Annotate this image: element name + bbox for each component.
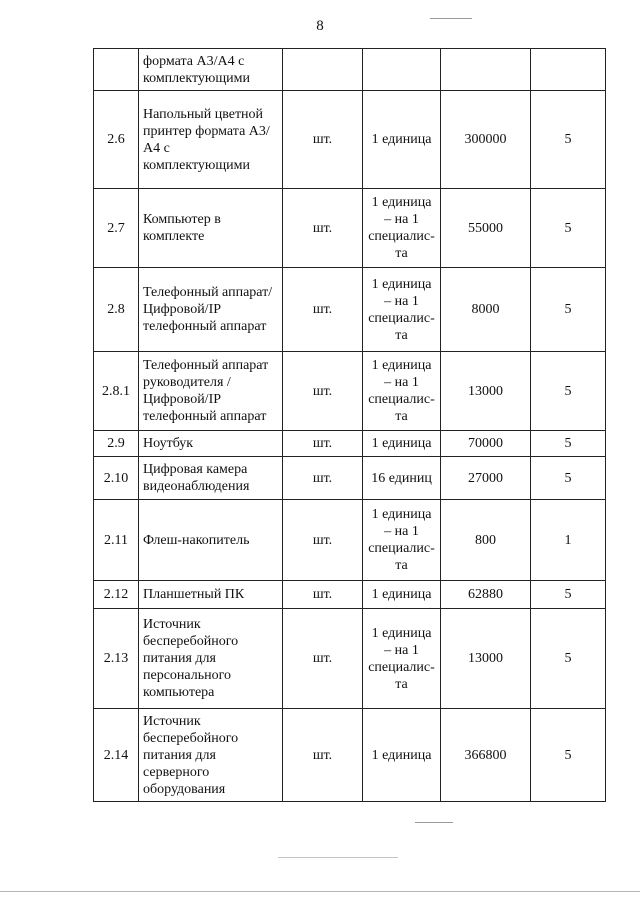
row-number: 2.7 [94, 189, 139, 268]
item-quantity: 1 единица – на 1 специалис-та [363, 609, 441, 709]
table-row [94, 189, 606, 268]
item-price: 366800 [441, 709, 531, 802]
item-quantity: 1 единица – на 1 специалис-та [363, 500, 441, 581]
item-unit: шт. [283, 352, 363, 431]
page-number: 8 [316, 18, 324, 34]
item-term: 5 [531, 91, 606, 189]
item-unit: шт. [283, 189, 363, 268]
item-term: 5 [531, 431, 606, 457]
item-unit: шт. [283, 609, 363, 709]
row-number: 2.13 [94, 609, 139, 709]
item-price [441, 49, 531, 91]
item-quantity: 1 единица [363, 709, 441, 802]
item-price: 27000 [441, 457, 531, 500]
item-name: Компьютер в комплекте [139, 189, 283, 268]
item-unit: шт. [283, 581, 363, 609]
item-quantity: 16 единиц [363, 457, 441, 500]
item-term: 1 [531, 500, 606, 581]
item-unit: шт. [283, 500, 363, 581]
item-quantity: 1 единица – на 1 специалис-та [363, 189, 441, 268]
item-name: Телефонный аппарат/Цифровой/IP телефонный аппарат [139, 268, 283, 352]
item-price: 70000 [441, 431, 531, 457]
item-quantity: 1 единица [363, 431, 441, 457]
item-price: 300000 [441, 91, 531, 189]
row-number: 2.8.1 [94, 352, 139, 431]
row-number: 2.8 [94, 268, 139, 352]
equipment-table [93, 48, 606, 802]
item-name: Флеш-накопитель [139, 500, 283, 581]
table-row [94, 500, 606, 581]
item-name: формата А3/А4 с комплектующими [139, 49, 283, 91]
scan-artifact [0, 891, 640, 892]
table-row [94, 709, 606, 802]
item-term: 5 [531, 581, 606, 609]
item-price: 13000 [441, 609, 531, 709]
row-number: 2.10 [94, 457, 139, 500]
table-row [94, 431, 606, 457]
item-unit: шт. [283, 709, 363, 802]
table-row [94, 609, 606, 709]
item-unit: шт. [283, 268, 363, 352]
table-row [94, 91, 606, 189]
table-row [94, 352, 606, 431]
row-number [94, 49, 139, 91]
item-price: 13000 [441, 352, 531, 431]
row-number: 2.9 [94, 431, 139, 457]
item-term: 5 [531, 189, 606, 268]
item-term: 5 [531, 457, 606, 500]
row-number: 2.11 [94, 500, 139, 581]
table-row [94, 457, 606, 500]
item-quantity: 1 единица – на 1 специалис-та [363, 268, 441, 352]
item-term: 5 [531, 268, 606, 352]
item-quantity [363, 49, 441, 91]
item-name: Ноутбук [139, 431, 283, 457]
item-name: Источник бесперебойного питания для серверного оборудования [139, 709, 283, 802]
item-price: 800 [441, 500, 531, 581]
row-number: 2.14 [94, 709, 139, 802]
row-number: 2.12 [94, 581, 139, 609]
scan-artifact [278, 857, 398, 858]
item-unit [283, 49, 363, 91]
item-unit: шт. [283, 457, 363, 500]
item-unit: шт. [283, 431, 363, 457]
table-row [94, 49, 606, 91]
item-quantity: 1 единица – на 1 специалис-та [363, 352, 441, 431]
item-price: 55000 [441, 189, 531, 268]
item-quantity: 1 единица [363, 91, 441, 189]
item-term [531, 49, 606, 91]
item-name: Напольный цветной принтер формата А3/А4 с комплектующими [139, 91, 283, 189]
item-price: 62880 [441, 581, 531, 609]
item-unit: шт. [283, 91, 363, 189]
item-term: 5 [531, 609, 606, 709]
table-row [94, 268, 606, 352]
item-name: Цифровая камера видеонаблюдения [139, 457, 283, 500]
item-quantity: 1 единица [363, 581, 441, 609]
item-name: Планшетный ПК [139, 581, 283, 609]
item-term: 5 [531, 352, 606, 431]
row-number: 2.6 [94, 91, 139, 189]
scan-artifact [415, 822, 453, 823]
scan-artifact [430, 18, 472, 19]
table-row [94, 581, 606, 609]
item-name: Телефонный аппарат руководителя /Цифровой/IP телефонный аппарат [139, 352, 283, 431]
item-term: 5 [531, 709, 606, 802]
item-price: 8000 [441, 268, 531, 352]
item-name: Источник бесперебойного питания для персонального компьютера [139, 609, 283, 709]
